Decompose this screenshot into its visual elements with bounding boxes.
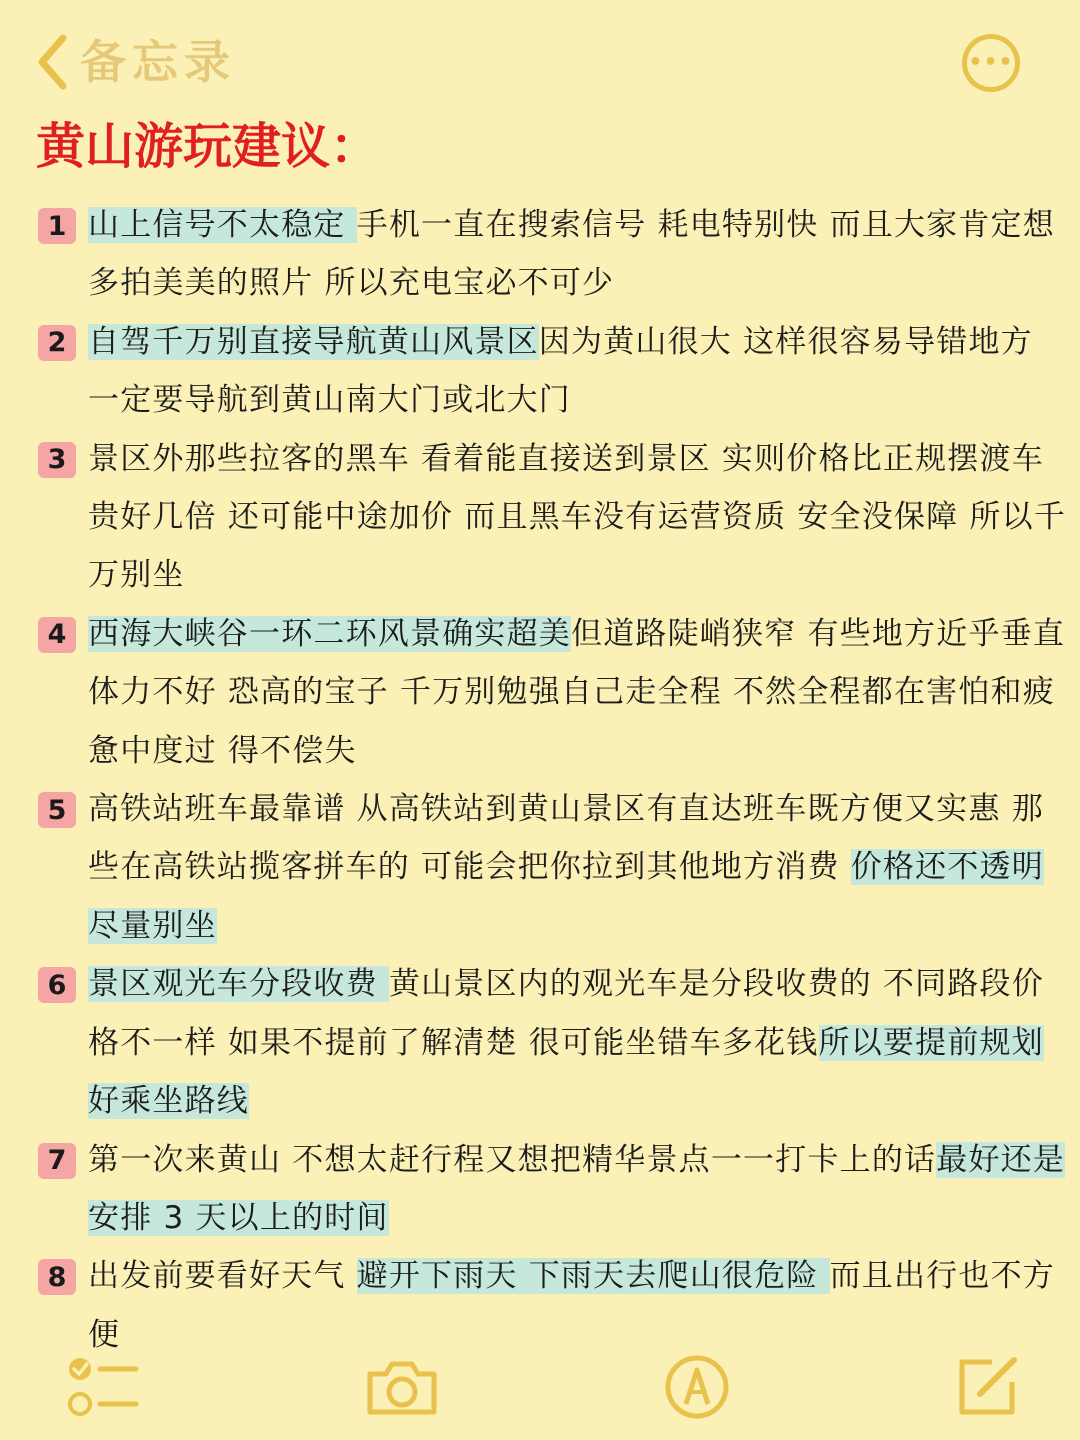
tip-item (38, 1131, 1068, 1248)
tip-body: 景区外那些拉客的黑车 看着能直接送到景区 实则价格比正规摆渡车贵好几倍 还可能中途加价 而且黑车没有运营资质 安全没保障 所以千万别坐 (88, 440, 1067, 594)
tip-highlight: 最好还是安排 3 天以上的时间 (88, 1141, 1066, 1236)
tip-highlight: 景区观光车分段收费 (88, 966, 389, 1003)
tip-text (88, 196, 1068, 313)
tip-body: 黄山景区内的观光车是分段收费的 不同路段价格不一样 如果不提前了解清楚 很可能坐错车多花钱 (88, 966, 1044, 1061)
tip-text (88, 605, 1068, 780)
tip-item (38, 605, 1068, 780)
back-label: 备忘录 (80, 35, 236, 89)
tip-item (38, 430, 1068, 605)
tip-item (38, 955, 1068, 1130)
chevron-left-icon (36, 33, 68, 91)
tip-body: 高铁站班车最靠谱 从高铁站到黄山景区有直达班车既方便又实惠 那些在高铁站揽客拼车的 可能会把你拉到其他地方消费 (88, 791, 1044, 886)
tip-highlight: 西海大峡谷一环二环风景确实超美 (88, 615, 571, 652)
tip-body: 而且出行也不方便 (88, 1258, 1055, 1353)
tip-body: 因为黄山很大 这样很容易导错地方 一定要导航到黄山南大门或北大门 (88, 323, 1033, 419)
back-button[interactable] (36, 30, 236, 94)
tip-number-badge: 2 (38, 325, 76, 361)
bottom-toolbar (0, 1340, 1080, 1440)
tip-text (88, 780, 1068, 955)
tip-number-badge: 5 (38, 792, 76, 828)
compose-icon[interactable] (952, 1352, 1022, 1422)
tip-body: 手机一直在搜索信号 耗电特别快 而且大家肯定想多拍美美的照片 所以充电宝必不可少 (88, 207, 1055, 302)
tip-highlight: 所以要提前规划好乘坐路线 (88, 1024, 1044, 1120)
top-bar (0, 0, 1080, 120)
tip-highlight: 避开下雨天 下雨天去爬山很危险 (356, 1258, 830, 1295)
tip-item (38, 313, 1068, 430)
tip-number-badge: 3 (38, 442, 76, 478)
tip-text (88, 313, 1068, 430)
tip-number-badge: 6 (38, 967, 76, 1003)
tip-item (38, 196, 1068, 313)
camera-icon[interactable] (362, 1352, 442, 1422)
note-title: 黄山游玩建议： (36, 118, 380, 175)
tip-number-badge: 1 (38, 208, 76, 244)
tip-highlight: 价格还不透明 尽量别坐 (88, 849, 1044, 944)
tip-text (88, 1131, 1068, 1248)
tips-list (38, 196, 1068, 1364)
more-options-button[interactable] (962, 34, 1020, 92)
tip-highlight: 自驾千万别直接导航黄山风景区 (88, 323, 539, 360)
tip-body: 但道路陡峭狭窄 有些地方近乎垂直 体力不好 恐高的宝子 千万别勉强自己走全程 不然全程都在害怕和疲惫中度过 得不偿失 (88, 615, 1066, 769)
tip-number-badge: 8 (38, 1259, 76, 1295)
checklist-icon[interactable] (64, 1352, 140, 1422)
ellipsis-icon: ••• (968, 50, 1014, 75)
tip-body: 出发前要看好天气 (88, 1258, 357, 1295)
tip-text (88, 955, 1068, 1130)
tip-item (38, 780, 1068, 955)
tip-body: 第一次来黄山 不想太赶行程又想把精华景点一一打卡上的话 (88, 1141, 937, 1178)
markup-pen-icon[interactable] (662, 1352, 732, 1422)
tip-highlight: 山上信号不太稳定 (88, 207, 357, 243)
tip-text (88, 430, 1068, 605)
tip-number-badge: 7 (38, 1143, 76, 1179)
tip-number-badge: 4 (38, 617, 76, 653)
